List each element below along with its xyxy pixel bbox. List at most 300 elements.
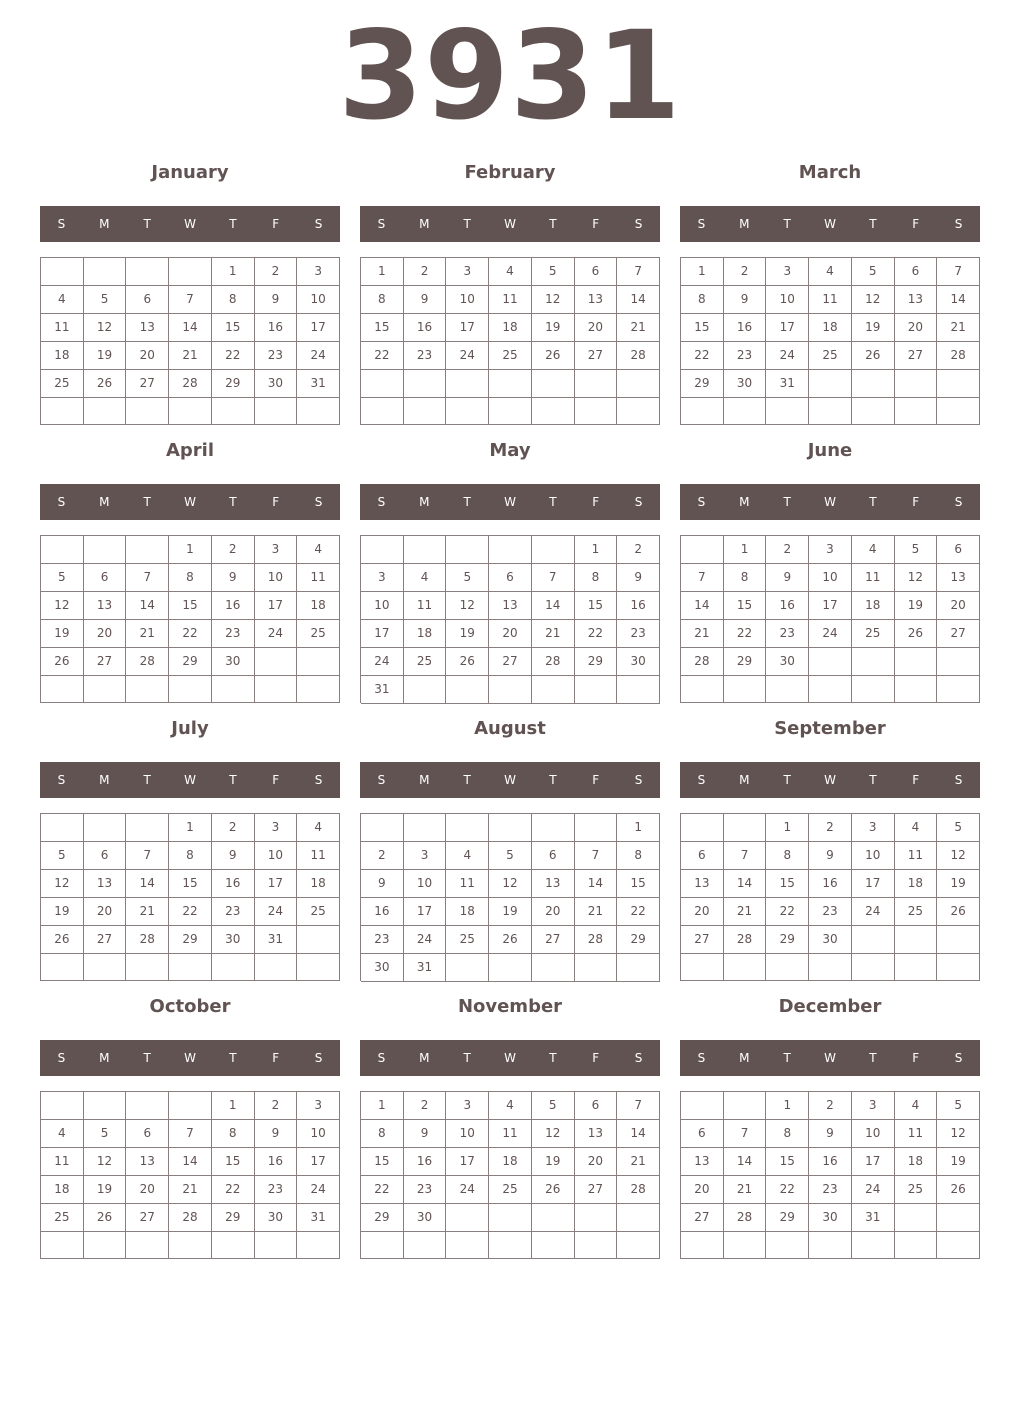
empty-cell: [255, 1232, 298, 1259]
weekday-label: S: [954, 773, 963, 787]
empty-cell: [84, 954, 127, 981]
weekday-header: [40, 1040, 340, 1076]
day-cell: 13: [937, 564, 980, 592]
day-cell: 12: [895, 564, 938, 592]
day-cell: 25: [41, 370, 84, 398]
empty-cell: [766, 954, 809, 981]
day-cell: 8: [169, 564, 212, 592]
day-cell: 13: [532, 870, 575, 898]
empty-cell: [126, 676, 169, 703]
day-cell: 17: [446, 1148, 489, 1176]
empty-cell: [169, 1092, 212, 1120]
day-cell: 8: [212, 1120, 255, 1148]
day-cell: 6: [84, 842, 127, 870]
day-cell: 13: [681, 1148, 724, 1176]
empty-cell: [169, 954, 212, 981]
day-cell: 25: [489, 1176, 532, 1204]
empty-cell: [809, 398, 852, 425]
empty-cell: [617, 370, 660, 398]
day-cell: 22: [766, 898, 809, 926]
day-cell: 1: [212, 258, 255, 286]
empty-cell: [852, 676, 895, 703]
empty-cell: [681, 536, 724, 564]
day-cell: 25: [297, 620, 340, 648]
weekday-header: [40, 206, 340, 242]
day-cell: 15: [361, 1148, 404, 1176]
day-cell: 4: [297, 814, 340, 842]
day-cell: 20: [84, 898, 127, 926]
empty-cell: [446, 1204, 489, 1232]
year-title: 3931: [338, 5, 682, 147]
day-cell: 11: [809, 286, 852, 314]
day-cell: 20: [895, 314, 938, 342]
day-cell: 2: [724, 258, 767, 286]
weekday-header: [680, 206, 980, 242]
day-cell: 19: [84, 1176, 127, 1204]
day-cell: 2: [809, 1092, 852, 1120]
day-cell: 22: [681, 342, 724, 370]
day-cell: 10: [446, 286, 489, 314]
empty-cell: [852, 370, 895, 398]
day-cell: 28: [532, 648, 575, 676]
weekday-label: T: [549, 495, 557, 509]
day-cell: 20: [575, 1148, 618, 1176]
day-cell: 17: [255, 870, 298, 898]
day-cell: 18: [41, 1176, 84, 1204]
day-cell: 13: [489, 592, 532, 620]
day-cell: 28: [126, 926, 169, 954]
empty-cell: [126, 258, 169, 286]
day-cell: 20: [126, 342, 169, 370]
empty-cell: [681, 398, 724, 425]
empty-cell: [532, 398, 575, 426]
empty-cell: [852, 1232, 895, 1259]
weekday-header: [360, 206, 660, 242]
day-cell: 17: [766, 314, 809, 342]
empty-cell: [84, 398, 127, 425]
month-name: January: [151, 162, 229, 183]
day-cell: 15: [169, 592, 212, 620]
day-cell: 4: [809, 258, 852, 286]
day-cell: 9: [809, 1120, 852, 1148]
empty-cell: [617, 954, 660, 982]
day-cell: 14: [169, 1148, 212, 1176]
day-cell: 15: [361, 314, 404, 342]
day-cell: 12: [937, 842, 980, 870]
empty-cell: [255, 954, 298, 981]
empty-cell: [84, 536, 127, 564]
empty-cell: [404, 676, 447, 704]
day-cell: 23: [766, 620, 809, 648]
day-cell: 14: [617, 286, 660, 314]
empty-cell: [489, 676, 532, 704]
day-cell: 12: [84, 1148, 127, 1176]
day-cell: 11: [41, 1148, 84, 1176]
empty-cell: [895, 1204, 938, 1232]
day-cell: 5: [41, 564, 84, 592]
day-cell: 28: [724, 926, 767, 954]
month-name: October: [149, 996, 231, 1017]
empty-cell: [937, 1232, 980, 1259]
weekday-label: W: [184, 1051, 196, 1065]
day-cell: 27: [126, 370, 169, 398]
day-cell: 28: [169, 370, 212, 398]
month-name: August: [474, 718, 546, 739]
day-cell: 28: [169, 1204, 212, 1232]
day-cell: 12: [937, 1120, 980, 1148]
day-cell: 26: [41, 648, 84, 676]
day-cell: 25: [489, 342, 532, 370]
day-cell: 11: [895, 842, 938, 870]
day-cell: 21: [681, 620, 724, 648]
weekday-label: M: [419, 217, 430, 231]
empty-cell: [212, 676, 255, 703]
day-cell: 6: [532, 842, 575, 870]
weekday-label: S: [697, 217, 706, 231]
empty-cell: [852, 926, 895, 954]
day-cell: 24: [809, 620, 852, 648]
day-cell: 29: [617, 926, 660, 954]
day-cell: 25: [446, 926, 489, 954]
day-cell: 26: [852, 342, 895, 370]
weekday-label: M: [419, 495, 430, 509]
empty-cell: [489, 536, 532, 564]
day-cell: 22: [212, 1176, 255, 1204]
day-cell: 6: [575, 258, 618, 286]
empty-cell: [575, 954, 618, 982]
day-cell: 24: [446, 342, 489, 370]
day-cell: 21: [937, 314, 980, 342]
day-cell: 10: [852, 842, 895, 870]
weekday-header: [40, 762, 340, 798]
day-grid: [40, 535, 340, 703]
day-cell: 14: [126, 592, 169, 620]
empty-cell: [575, 1232, 618, 1259]
weekday-label: F: [272, 495, 280, 509]
weekday-label: S: [697, 495, 706, 509]
day-cell: 3: [446, 258, 489, 286]
day-cell: 7: [169, 1120, 212, 1148]
day-cell: 23: [724, 342, 767, 370]
day-cell: 3: [404, 842, 447, 870]
day-cell: 15: [617, 870, 660, 898]
empty-cell: [489, 1232, 532, 1259]
day-cell: 12: [41, 870, 84, 898]
empty-cell: [724, 398, 767, 425]
day-cell: 19: [41, 620, 84, 648]
day-cell: 20: [489, 620, 532, 648]
day-cell: 7: [937, 258, 980, 286]
weekday-label: M: [419, 773, 430, 787]
day-cell: 19: [937, 1148, 980, 1176]
weekday-label: S: [57, 217, 66, 231]
day-cell: 6: [126, 286, 169, 314]
day-cell: 6: [895, 258, 938, 286]
day-cell: 1: [617, 814, 660, 842]
day-cell: 28: [575, 926, 618, 954]
weekday-header: [360, 1040, 660, 1076]
weekday-label: T: [463, 1051, 471, 1065]
day-cell: 26: [84, 1204, 127, 1232]
weekday-label: S: [314, 1051, 323, 1065]
empty-cell: [937, 926, 980, 954]
day-cell: 21: [617, 314, 660, 342]
weekday-label: W: [824, 495, 836, 509]
day-cell: 18: [489, 1148, 532, 1176]
day-cell: 7: [681, 564, 724, 592]
day-cell: 26: [937, 898, 980, 926]
day-cell: 5: [446, 564, 489, 592]
weekday-label: W: [184, 495, 196, 509]
empty-cell: [297, 1232, 340, 1259]
empty-cell: [297, 954, 340, 981]
day-cell: 3: [255, 536, 298, 564]
day-cell: 22: [575, 620, 618, 648]
day-cell: 12: [41, 592, 84, 620]
day-cell: 6: [575, 1092, 618, 1120]
day-cell: 27: [489, 648, 532, 676]
day-cell: 12: [852, 286, 895, 314]
empty-cell: [41, 676, 84, 703]
day-cell: 26: [937, 1176, 980, 1204]
weekday-label: S: [954, 1051, 963, 1065]
weekday-label: F: [592, 773, 600, 787]
day-cell: 30: [404, 1204, 447, 1232]
day-cell: 26: [895, 620, 938, 648]
empty-cell: [446, 370, 489, 398]
day-cell: 9: [404, 1120, 447, 1148]
day-cell: 26: [446, 648, 489, 676]
day-cell: 16: [212, 592, 255, 620]
weekday-label: T: [869, 217, 877, 231]
day-cell: 3: [852, 1092, 895, 1120]
weekday-label: T: [143, 1051, 151, 1065]
day-cell: 23: [404, 1176, 447, 1204]
month-name: February: [464, 162, 556, 183]
empty-cell: [766, 1232, 809, 1259]
empty-cell: [404, 1232, 447, 1259]
weekday-label: W: [504, 495, 516, 509]
weekday-label: W: [824, 1051, 836, 1065]
day-cell: 14: [724, 870, 767, 898]
weekday-label: T: [143, 773, 151, 787]
empty-cell: [937, 676, 980, 703]
weekday-label: M: [99, 495, 110, 509]
day-cell: 26: [84, 370, 127, 398]
day-grid: [360, 813, 660, 981]
weekday-label: T: [229, 1051, 237, 1065]
day-cell: 28: [937, 342, 980, 370]
day-cell: 17: [404, 898, 447, 926]
day-cell: 28: [617, 342, 660, 370]
empty-cell: [575, 1204, 618, 1232]
empty-cell: [361, 814, 404, 842]
weekday-label: M: [99, 217, 110, 231]
weekday-label: T: [229, 495, 237, 509]
day-cell: 29: [766, 1204, 809, 1232]
day-cell: 4: [297, 536, 340, 564]
day-cell: 6: [681, 1120, 724, 1148]
day-cell: 8: [766, 842, 809, 870]
day-cell: 23: [809, 1176, 852, 1204]
day-cell: 14: [617, 1120, 660, 1148]
day-cell: 30: [212, 648, 255, 676]
empty-cell: [617, 676, 660, 704]
day-cell: 29: [681, 370, 724, 398]
day-cell: 6: [84, 564, 127, 592]
empty-cell: [446, 814, 489, 842]
day-cell: 15: [681, 314, 724, 342]
day-cell: 21: [724, 898, 767, 926]
day-cell: 8: [169, 842, 212, 870]
day-cell: 19: [446, 620, 489, 648]
day-cell: 2: [212, 536, 255, 564]
day-cell: 8: [681, 286, 724, 314]
empty-cell: [489, 1204, 532, 1232]
day-cell: 11: [297, 564, 340, 592]
day-cell: 3: [809, 536, 852, 564]
weekday-label: M: [739, 495, 750, 509]
day-cell: 9: [255, 286, 298, 314]
weekday-label: M: [739, 1051, 750, 1065]
day-cell: 25: [809, 342, 852, 370]
day-cell: 10: [361, 592, 404, 620]
empty-cell: [489, 370, 532, 398]
day-cell: 23: [255, 1176, 298, 1204]
empty-cell: [404, 536, 447, 564]
weekday-label: S: [57, 495, 66, 509]
weekday-label: S: [377, 1051, 386, 1065]
weekday-label: T: [229, 217, 237, 231]
day-cell: 1: [212, 1092, 255, 1120]
weekday-label: S: [314, 495, 323, 509]
day-cell: 15: [212, 314, 255, 342]
empty-cell: [446, 676, 489, 704]
empty-cell: [724, 954, 767, 981]
day-cell: 29: [169, 648, 212, 676]
weekday-label: M: [419, 1051, 430, 1065]
day-cell: 29: [169, 926, 212, 954]
day-cell: 10: [297, 286, 340, 314]
day-cell: 10: [809, 564, 852, 592]
weekday-label: M: [99, 773, 110, 787]
day-cell: 10: [255, 564, 298, 592]
day-cell: 21: [575, 898, 618, 926]
day-cell: 22: [617, 898, 660, 926]
day-cell: 27: [681, 926, 724, 954]
weekday-label: S: [57, 1051, 66, 1065]
day-cell: 23: [809, 898, 852, 926]
day-cell: 11: [489, 1120, 532, 1148]
day-grid: [680, 1091, 980, 1259]
day-cell: 10: [852, 1120, 895, 1148]
day-grid: [680, 535, 980, 703]
day-cell: 2: [404, 1092, 447, 1120]
day-cell: 16: [404, 314, 447, 342]
day-cell: 21: [169, 342, 212, 370]
empty-cell: [937, 370, 980, 398]
empty-cell: [809, 676, 852, 703]
month-name: March: [798, 162, 862, 183]
day-cell: 27: [895, 342, 938, 370]
weekday-label: W: [504, 217, 516, 231]
weekday-label: S: [634, 1051, 643, 1065]
day-cell: 16: [361, 898, 404, 926]
empty-cell: [446, 536, 489, 564]
empty-cell: [532, 954, 575, 982]
day-cell: 30: [361, 954, 404, 982]
empty-cell: [446, 954, 489, 982]
empty-cell: [681, 1232, 724, 1259]
day-cell: 13: [126, 1148, 169, 1176]
day-cell: 21: [617, 1148, 660, 1176]
day-cell: 18: [446, 898, 489, 926]
empty-cell: [895, 676, 938, 703]
weekday-label: S: [377, 773, 386, 787]
empty-cell: [446, 398, 489, 426]
day-cell: 20: [84, 620, 127, 648]
day-cell: 7: [126, 564, 169, 592]
empty-cell: [724, 814, 767, 842]
day-cell: 13: [575, 286, 618, 314]
day-cell: 16: [724, 314, 767, 342]
empty-cell: [126, 398, 169, 425]
day-cell: 16: [809, 1148, 852, 1176]
empty-cell: [617, 1204, 660, 1232]
weekday-label: S: [634, 773, 643, 787]
weekday-label: T: [229, 773, 237, 787]
day-cell: 9: [724, 286, 767, 314]
day-cell: 5: [937, 814, 980, 842]
month-name: May: [489, 440, 531, 461]
day-cell: 7: [617, 258, 660, 286]
day-cell: 2: [404, 258, 447, 286]
day-cell: 28: [617, 1176, 660, 1204]
empty-cell: [681, 814, 724, 842]
day-cell: 18: [41, 342, 84, 370]
day-cell: 14: [575, 870, 618, 898]
day-cell: 19: [41, 898, 84, 926]
empty-cell: [169, 398, 212, 425]
empty-cell: [809, 648, 852, 676]
weekday-label: T: [549, 773, 557, 787]
day-cell: 29: [212, 370, 255, 398]
day-cell: 26: [532, 342, 575, 370]
day-cell: 30: [255, 1204, 298, 1232]
day-cell: 29: [724, 648, 767, 676]
day-cell: 28: [126, 648, 169, 676]
day-cell: 5: [937, 1092, 980, 1120]
day-cell: 10: [766, 286, 809, 314]
day-cell: 14: [937, 286, 980, 314]
weekday-label: T: [463, 773, 471, 787]
empty-cell: [809, 954, 852, 981]
day-cell: 16: [617, 592, 660, 620]
empty-cell: [361, 1232, 404, 1259]
empty-cell: [937, 398, 980, 425]
empty-cell: [724, 1232, 767, 1259]
day-cell: 9: [212, 842, 255, 870]
weekday-label: F: [912, 1051, 920, 1065]
weekday-label: F: [912, 217, 920, 231]
day-cell: 11: [41, 314, 84, 342]
empty-cell: [361, 536, 404, 564]
day-cell: 24: [297, 1176, 340, 1204]
weekday-label: T: [869, 1051, 877, 1065]
day-cell: 3: [446, 1092, 489, 1120]
day-cell: 8: [724, 564, 767, 592]
weekday-label: T: [783, 495, 791, 509]
